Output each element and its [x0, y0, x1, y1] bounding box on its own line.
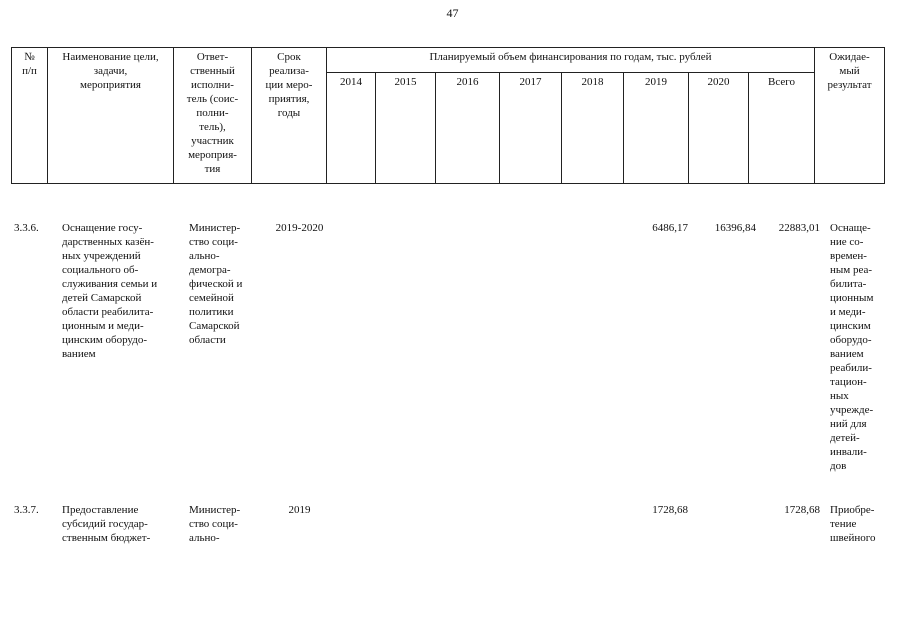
header-executor: Ответ- ственный исполни- тель (соис- полни- тель), участник мероприя- тия	[174, 48, 252, 184]
header-year-2016: 2016	[436, 73, 500, 184]
row-result: Приобре- тение швейного	[830, 504, 876, 544]
row-result: Оснаще- ние со- времен- ным реа- билита- ционным и меди- цинским оборудо- ванием реабили- тацион- ных учрежде- ний для детей- инвали- дов	[830, 222, 874, 472]
header-year-2015: 2015	[376, 73, 436, 184]
page-number: 47	[446, 6, 459, 20]
header-num: № п/п	[12, 48, 48, 184]
header-year-2018: 2018	[562, 73, 624, 184]
header-result: Ожидае- мый результат	[815, 48, 885, 184]
row-executor: Министер- ство соци- ально-	[189, 504, 241, 544]
table-header	[11, 47, 885, 184]
row-name: Предоставление субсидий государ- ственным бюджет-	[62, 504, 151, 544]
header-period: Срок реализа- ции меро- приятия, годы	[252, 48, 327, 184]
row-num: 3.3.7.	[14, 504, 39, 516]
row-period: 2019	[288, 504, 311, 516]
row-num: 3.3.6.	[14, 222, 39, 234]
header-year-2020: 2020	[689, 73, 749, 184]
row-value-2019: 1728,68	[652, 504, 688, 516]
header-name: Наименование цели, задачи, мероприятия	[48, 48, 174, 184]
header-year-2017: 2017	[500, 73, 562, 184]
row-value-total: 1728,68	[784, 504, 820, 516]
row-value-2019: 6486,17	[652, 222, 688, 234]
row-executor: Министер- ство соци- ально- демогра- фической и семейной политики Самарской области	[189, 222, 243, 346]
row-name: Оснащение госу- дарственных казён- ных учреждений социального об- служивания семьи и детей Самарской области реабилита- ционным и меди- цинским оборудо- ванием	[62, 222, 158, 360]
row-value-total: 22883,01	[778, 222, 820, 234]
header-year-2019: 2019	[624, 73, 689, 184]
header-total: Всего	[749, 73, 815, 184]
header-year-2014: 2014	[327, 73, 376, 184]
row-period: 2019-2020	[275, 222, 324, 234]
row-value-2020: 16396,84	[714, 222, 756, 234]
header-funding-group: Планируемый объем финансирования по годам, тыс. рублей	[327, 48, 815, 73]
